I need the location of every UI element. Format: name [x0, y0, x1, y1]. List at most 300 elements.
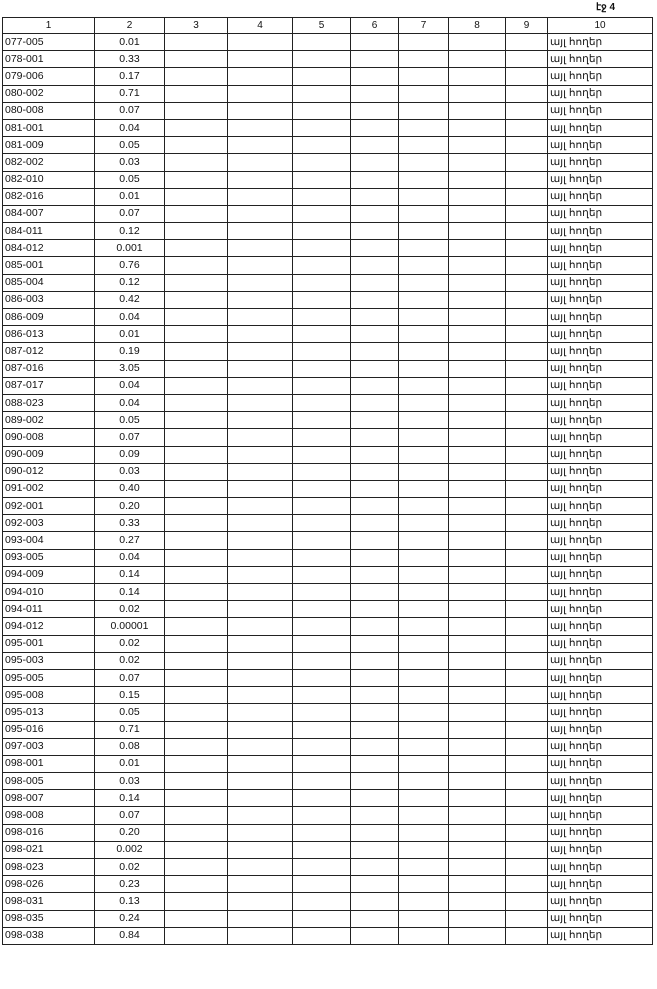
parcel-code-cell: 090-008 — [3, 429, 95, 446]
parcel-code-cell: 095-003 — [3, 652, 95, 669]
parcel-code-cell: 093-005 — [3, 549, 95, 566]
column-header-7: 7 — [399, 18, 449, 34]
area-value-cell: 0.19 — [95, 343, 165, 360]
empty-cell — [449, 807, 506, 824]
empty-cell — [228, 463, 293, 480]
parcel-code-cell: 095-008 — [3, 687, 95, 704]
area-value-cell: 0.12 — [95, 274, 165, 291]
parcel-code-cell: 080-008 — [3, 102, 95, 119]
area-value-cell: 0.09 — [95, 446, 165, 463]
empty-cell — [293, 274, 351, 291]
empty-cell — [293, 291, 351, 308]
table-row — [3, 102, 653, 119]
empty-cell — [399, 85, 449, 102]
empty-cell — [506, 360, 548, 377]
area-value-cell: 0.00001 — [95, 618, 165, 635]
parcel-code-cell: 091-002 — [3, 480, 95, 497]
empty-cell — [449, 85, 506, 102]
empty-cell — [399, 755, 449, 772]
empty-cell — [449, 291, 506, 308]
land-type-cell: այլ հողեր — [548, 618, 653, 635]
land-type-cell: այլ հողեր — [548, 223, 653, 240]
land-type-cell: այլ հողեր — [548, 859, 653, 876]
parcel-code-cell: 095-016 — [3, 721, 95, 738]
empty-cell — [293, 807, 351, 824]
empty-cell — [506, 429, 548, 446]
empty-cell — [351, 51, 399, 68]
empty-cell — [399, 223, 449, 240]
area-value-cell: 0.05 — [95, 412, 165, 429]
empty-cell — [228, 446, 293, 463]
table-row — [3, 223, 653, 240]
empty-cell — [506, 687, 548, 704]
empty-cell — [449, 463, 506, 480]
area-value-cell: 0.40 — [95, 480, 165, 497]
empty-cell — [165, 377, 228, 394]
land-type-cell: այլ հողեր — [548, 309, 653, 326]
empty-cell — [399, 566, 449, 583]
empty-cell — [165, 549, 228, 566]
empty-cell — [351, 532, 399, 549]
empty-cell — [399, 824, 449, 841]
empty-cell — [449, 257, 506, 274]
empty-cell — [293, 755, 351, 772]
table-row — [3, 549, 653, 566]
empty-cell — [351, 412, 399, 429]
land-type-cell: այլ հողեր — [548, 532, 653, 549]
empty-cell — [351, 790, 399, 807]
land-type-cell: այլ հողեր — [548, 171, 653, 188]
empty-cell — [351, 119, 399, 136]
empty-cell — [293, 257, 351, 274]
empty-cell — [506, 652, 548, 669]
empty-cell — [351, 841, 399, 858]
empty-cell — [351, 876, 399, 893]
table-row — [3, 429, 653, 446]
empty-cell — [399, 876, 449, 893]
area-value-cell: 0.02 — [95, 859, 165, 876]
table-row — [3, 137, 653, 154]
empty-cell — [351, 773, 399, 790]
empty-cell — [351, 480, 399, 497]
area-value-cell: 0.01 — [95, 34, 165, 51]
area-value-cell: 0.04 — [95, 377, 165, 394]
empty-cell — [351, 704, 399, 721]
empty-cell — [506, 188, 548, 205]
table-row — [3, 498, 653, 515]
empty-cell — [506, 446, 548, 463]
empty-cell — [165, 601, 228, 618]
empty-cell — [293, 910, 351, 927]
empty-cell — [506, 773, 548, 790]
empty-cell — [165, 515, 228, 532]
table-row — [3, 360, 653, 377]
empty-cell — [506, 721, 548, 738]
table-row — [3, 51, 653, 68]
empty-cell — [351, 154, 399, 171]
empty-cell — [228, 859, 293, 876]
area-value-cell: 0.07 — [95, 669, 165, 686]
parcel-code-cell: 084-012 — [3, 240, 95, 257]
land-type-cell: այլ հողեր — [548, 429, 653, 446]
empty-cell — [165, 205, 228, 222]
land-parcel-table — [2, 17, 653, 945]
land-type-cell: այլ հողեր — [548, 927, 653, 944]
empty-cell — [228, 498, 293, 515]
empty-cell — [399, 738, 449, 755]
parcel-code-cell: 094-012 — [3, 618, 95, 635]
empty-cell — [165, 326, 228, 343]
empty-cell — [165, 790, 228, 807]
empty-cell — [449, 51, 506, 68]
empty-cell — [351, 326, 399, 343]
land-type-cell: այլ հողեր — [548, 910, 653, 927]
table-row — [3, 721, 653, 738]
area-value-cell: 0.05 — [95, 704, 165, 721]
empty-cell — [165, 927, 228, 944]
empty-cell — [165, 188, 228, 205]
area-value-cell: 0.04 — [95, 119, 165, 136]
empty-cell — [449, 188, 506, 205]
area-value-cell: 0.04 — [95, 394, 165, 411]
land-type-cell: այլ հողեր — [548, 34, 653, 51]
empty-cell — [449, 68, 506, 85]
empty-cell — [228, 841, 293, 858]
empty-cell — [165, 910, 228, 927]
empty-cell — [293, 102, 351, 119]
empty-cell — [293, 773, 351, 790]
empty-cell — [293, 188, 351, 205]
table-row — [3, 394, 653, 411]
empty-cell — [293, 893, 351, 910]
empty-cell — [449, 824, 506, 841]
empty-cell — [165, 807, 228, 824]
empty-cell — [399, 137, 449, 154]
empty-cell — [351, 463, 399, 480]
empty-cell — [506, 824, 548, 841]
table-row — [3, 274, 653, 291]
empty-cell — [399, 652, 449, 669]
parcel-code-cell: 084-011 — [3, 223, 95, 240]
empty-cell — [506, 412, 548, 429]
empty-cell — [351, 85, 399, 102]
empty-cell — [228, 721, 293, 738]
table-row — [3, 240, 653, 257]
empty-cell — [165, 876, 228, 893]
empty-cell — [506, 859, 548, 876]
empty-cell — [449, 480, 506, 497]
empty-cell — [351, 738, 399, 755]
empty-cell — [351, 240, 399, 257]
parcel-code-cell: 086-003 — [3, 291, 95, 308]
empty-cell — [351, 618, 399, 635]
table-row — [3, 412, 653, 429]
empty-cell — [165, 755, 228, 772]
empty-cell — [449, 171, 506, 188]
empty-cell — [293, 824, 351, 841]
empty-cell — [228, 274, 293, 291]
empty-cell — [449, 205, 506, 222]
empty-cell — [293, 34, 351, 51]
empty-cell — [449, 360, 506, 377]
empty-cell — [506, 807, 548, 824]
empty-cell — [506, 755, 548, 772]
empty-cell — [449, 601, 506, 618]
parcel-code-cell: 098-026 — [3, 876, 95, 893]
empty-cell — [399, 34, 449, 51]
empty-cell — [506, 240, 548, 257]
empty-cell — [293, 790, 351, 807]
empty-cell — [449, 377, 506, 394]
table-row — [3, 68, 653, 85]
empty-cell — [449, 223, 506, 240]
empty-cell — [399, 910, 449, 927]
area-value-cell: 0.03 — [95, 773, 165, 790]
empty-cell — [351, 309, 399, 326]
empty-cell — [228, 85, 293, 102]
empty-cell — [449, 721, 506, 738]
land-type-cell: այլ հողեր — [548, 807, 653, 824]
empty-cell — [506, 326, 548, 343]
empty-cell — [165, 240, 228, 257]
table-row — [3, 635, 653, 652]
empty-cell — [449, 394, 506, 411]
area-value-cell: 0.27 — [95, 532, 165, 549]
empty-cell — [506, 910, 548, 927]
empty-cell — [506, 102, 548, 119]
empty-cell — [165, 119, 228, 136]
empty-cell — [293, 549, 351, 566]
empty-cell — [506, 309, 548, 326]
empty-cell — [293, 463, 351, 480]
area-value-cell: 0.20 — [95, 824, 165, 841]
empty-cell — [165, 738, 228, 755]
parcel-code-cell: 094-011 — [3, 601, 95, 618]
empty-cell — [399, 515, 449, 532]
area-value-cell: 0.23 — [95, 876, 165, 893]
area-value-cell: 0.14 — [95, 566, 165, 583]
parcel-code-cell: 095-001 — [3, 635, 95, 652]
table-body — [3, 34, 653, 945]
parcel-code-cell: 098-001 — [3, 755, 95, 772]
empty-cell — [293, 309, 351, 326]
empty-cell — [228, 876, 293, 893]
empty-cell — [399, 687, 449, 704]
empty-cell — [399, 859, 449, 876]
empty-cell — [399, 171, 449, 188]
empty-cell — [228, 34, 293, 51]
empty-cell — [351, 343, 399, 360]
empty-cell — [399, 618, 449, 635]
area-value-cell: 0.33 — [95, 51, 165, 68]
area-value-cell: 0.08 — [95, 738, 165, 755]
land-type-cell: այլ հողեր — [548, 480, 653, 497]
area-value-cell: 0.84 — [95, 927, 165, 944]
empty-cell — [293, 343, 351, 360]
empty-cell — [449, 859, 506, 876]
table-row — [3, 171, 653, 188]
table-row — [3, 377, 653, 394]
empty-cell — [506, 480, 548, 497]
area-value-cell: 0.01 — [95, 188, 165, 205]
empty-cell — [293, 394, 351, 411]
empty-cell — [165, 291, 228, 308]
table-row — [3, 515, 653, 532]
empty-cell — [228, 223, 293, 240]
empty-cell — [228, 360, 293, 377]
column-header-8: 8 — [449, 18, 506, 34]
empty-cell — [228, 755, 293, 772]
empty-cell — [228, 807, 293, 824]
empty-cell — [351, 188, 399, 205]
empty-cell — [449, 154, 506, 171]
area-value-cell: 0.13 — [95, 893, 165, 910]
land-type-cell: այլ հողեր — [548, 51, 653, 68]
empty-cell — [351, 807, 399, 824]
empty-cell — [399, 205, 449, 222]
empty-cell — [165, 704, 228, 721]
table-row — [3, 309, 653, 326]
land-type-cell: այլ հողեր — [548, 498, 653, 515]
empty-cell — [293, 429, 351, 446]
empty-cell — [165, 652, 228, 669]
area-value-cell: 0.07 — [95, 205, 165, 222]
empty-cell — [399, 807, 449, 824]
parcel-code-cell: 098-016 — [3, 824, 95, 841]
land-type-cell: այլ հողեր — [548, 773, 653, 790]
empty-cell — [399, 291, 449, 308]
column-header-9: 9 — [506, 18, 548, 34]
parcel-code-cell: 089-002 — [3, 412, 95, 429]
parcel-code-cell: 087-012 — [3, 343, 95, 360]
land-type-cell: այլ հողեր — [548, 205, 653, 222]
empty-cell — [351, 429, 399, 446]
table-row — [3, 927, 653, 944]
empty-cell — [506, 669, 548, 686]
empty-cell — [228, 102, 293, 119]
table-row — [3, 618, 653, 635]
empty-cell — [399, 412, 449, 429]
empty-cell — [228, 790, 293, 807]
empty-cell — [449, 584, 506, 601]
empty-cell — [506, 927, 548, 944]
empty-cell — [165, 635, 228, 652]
empty-cell — [165, 498, 228, 515]
empty-cell — [165, 721, 228, 738]
table-row — [3, 463, 653, 480]
empty-cell — [228, 119, 293, 136]
parcel-code-cell: 087-016 — [3, 360, 95, 377]
column-header-10: 10 — [548, 18, 653, 34]
empty-cell — [449, 309, 506, 326]
table-row — [3, 893, 653, 910]
table-row — [3, 446, 653, 463]
table-row — [3, 326, 653, 343]
land-type-cell: այլ հողեր — [548, 790, 653, 807]
empty-cell — [351, 927, 399, 944]
table-row — [3, 773, 653, 790]
parcel-code-cell: 094-009 — [3, 566, 95, 583]
empty-cell — [165, 102, 228, 119]
empty-cell — [165, 154, 228, 171]
parcel-code-cell: 098-007 — [3, 790, 95, 807]
column-header-3: 3 — [165, 18, 228, 34]
empty-cell — [293, 566, 351, 583]
empty-cell — [165, 309, 228, 326]
empty-cell — [399, 893, 449, 910]
land-type-cell: այլ հողեր — [548, 584, 653, 601]
area-value-cell: 0.002 — [95, 841, 165, 858]
empty-cell — [293, 841, 351, 858]
table-row — [3, 343, 653, 360]
table-row — [3, 652, 653, 669]
land-type-cell: այլ հողեր — [548, 326, 653, 343]
empty-cell — [399, 790, 449, 807]
table-row — [3, 790, 653, 807]
empty-cell — [228, 68, 293, 85]
table-row — [3, 205, 653, 222]
parcel-code-cell: 088-023 — [3, 394, 95, 411]
empty-cell — [449, 119, 506, 136]
empty-cell — [399, 841, 449, 858]
land-type-cell: այլ հողեր — [548, 119, 653, 136]
land-type-cell: այլ հողեր — [548, 377, 653, 394]
empty-cell — [293, 738, 351, 755]
empty-cell — [506, 377, 548, 394]
land-type-cell: այլ հողեր — [548, 412, 653, 429]
land-type-cell: այլ հողեր — [548, 515, 653, 532]
empty-cell — [351, 498, 399, 515]
empty-cell — [449, 515, 506, 532]
land-type-cell: այլ հողեր — [548, 687, 653, 704]
empty-cell — [506, 566, 548, 583]
empty-cell — [228, 652, 293, 669]
empty-cell — [228, 927, 293, 944]
empty-cell — [399, 343, 449, 360]
area-value-cell: 0.01 — [95, 755, 165, 772]
empty-cell — [449, 240, 506, 257]
empty-cell — [449, 876, 506, 893]
empty-cell — [228, 893, 293, 910]
empty-cell — [506, 463, 548, 480]
empty-cell — [506, 394, 548, 411]
empty-cell — [506, 876, 548, 893]
empty-cell — [399, 257, 449, 274]
column-header-6: 6 — [351, 18, 399, 34]
empty-cell — [293, 876, 351, 893]
land-type-cell: այլ հողեր — [548, 274, 653, 291]
empty-cell — [228, 343, 293, 360]
empty-cell — [351, 824, 399, 841]
empty-cell — [165, 257, 228, 274]
empty-cell — [506, 515, 548, 532]
table-row — [3, 584, 653, 601]
empty-cell — [165, 893, 228, 910]
column-header-5: 5 — [293, 18, 351, 34]
empty-cell — [449, 704, 506, 721]
parcel-code-cell: 086-009 — [3, 309, 95, 326]
empty-cell — [506, 498, 548, 515]
area-value-cell: 0.02 — [95, 635, 165, 652]
empty-cell — [399, 927, 449, 944]
empty-cell — [165, 669, 228, 686]
area-value-cell: 0.07 — [95, 102, 165, 119]
empty-cell — [165, 463, 228, 480]
empty-cell — [293, 223, 351, 240]
empty-cell — [228, 326, 293, 343]
empty-cell — [506, 274, 548, 291]
land-type-cell: այլ հողեր — [548, 841, 653, 858]
